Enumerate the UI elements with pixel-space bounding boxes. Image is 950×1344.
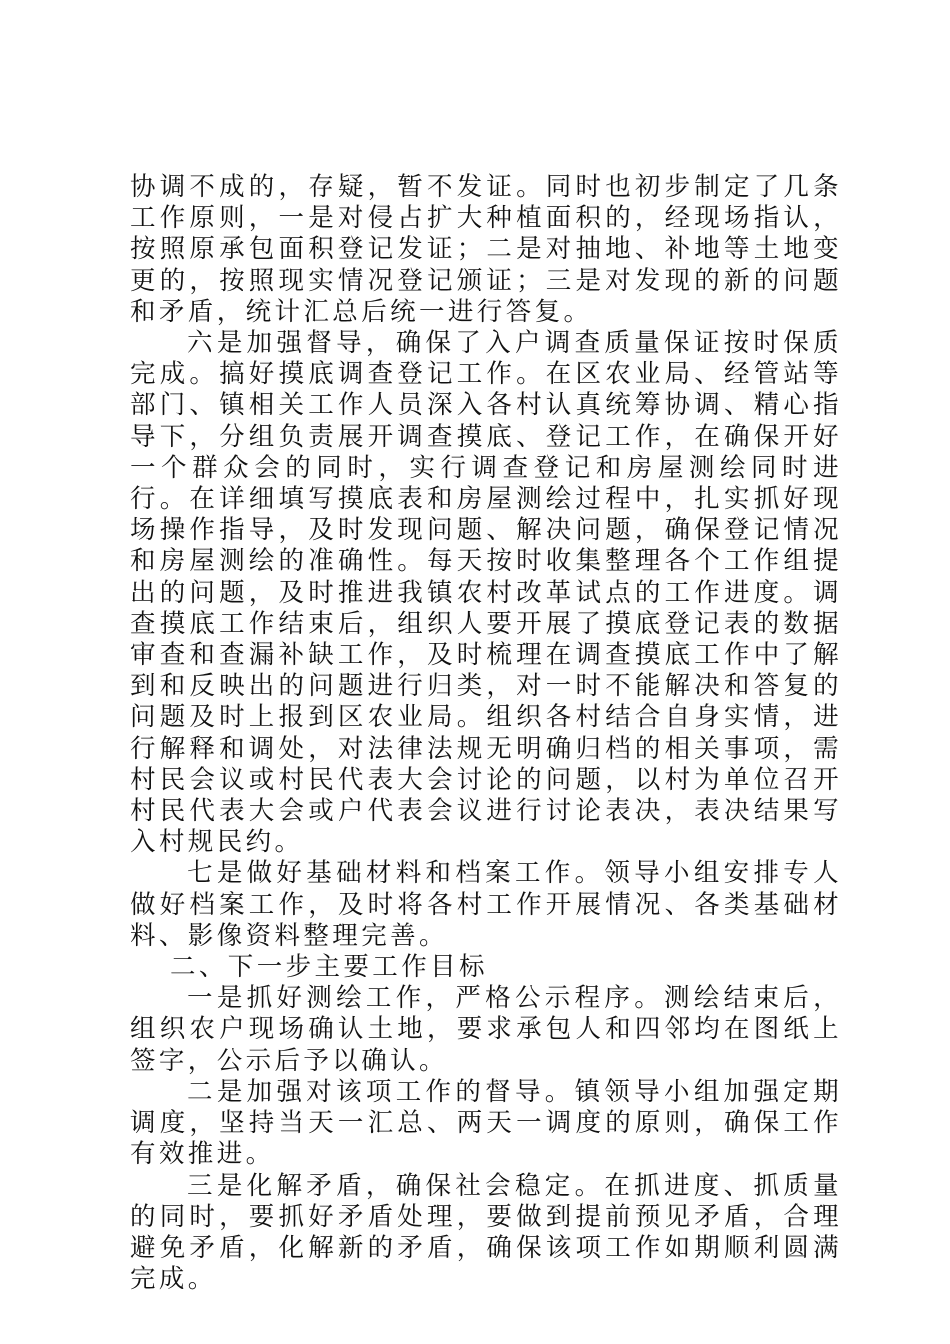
paragraph-surveying: 一是抓好测绘工作，严格公示程序。测绘结束后，组织农户现场确认土地，要求承包人和四邻均在图纸上签字，公示后予以确认。	[130, 983, 842, 1076]
section-heading-next-steps: 二、下一步主要工作目标	[170, 952, 488, 983]
paragraph-oversight: 二是加强对该项工作的督导。镇领导小组加强定期调度，坚持当天一汇总、两天一调度的原则，确保工作有效推进。	[130, 1076, 842, 1170]
paragraph-supervision: 六是加强督导，确保了入户调查质量保证按时保质完成。搞好摸底调查登记工作。在区农业局、经管站等部门、镇相关工作人员深入各村认真统筹协调、精心指导下，分组负责展开调查摸底、登记工作，在确保开好一个群众会的同时，实行调查登记和房屋测绘同时进行。在详细填写摸底表和房屋测绘过程中，扎实抓好现场操作指导，及时发现问题、解决问题，确保登记情况和房屋测绘的准确性。每天按时收集整理各个工作组提出的问题，及时推进我镇农村改革试点的工作进度。调查摸底工作结束后，组织人要开展了摸底登记表的数据审查和查漏补缺工作，及时梳理在调查摸底工作中了解到和反映出的问题进行归类，对一时不能解决和答复的问题及时上报到区农业局。组织各村结合自身实情，进行解释和调处，对法律法规无明确归档的相关事项，需村民会议或村民代表大会讨论的问题，以村为单位召开村民代表大会或户代表会议进行讨论表决，表决结果写入村规民约。	[130, 328, 842, 858]
paragraph-resolve-conflicts: 三是化解矛盾，确保社会稳定。在抓进度、抓质量的同时，要抓好矛盾处理，要做到提前预见矛盾，合理避免矛盾，化解新的矛盾，确保该项工作如期顺利圆满完成。	[130, 1170, 842, 1295]
paragraph-archives: 七是做好基础材料和档案工作。领导小组安排专人做好档案工作，及时将各村工作开展情况、各类基础材料、影像资料整理完善。	[130, 858, 842, 951]
paragraph-principles: 协调不成的，存疑，暂不发证。同时也初步制定了几条工作原则，一是对侵占扩大种植面积的，经现场指认，按照原承包面积登记发证；二是对抽地、补地等土地变更的，按照现实情况登记颁证；三是对发现的新的问题和矛盾，统计汇总后统一进行答复。	[130, 172, 842, 327]
document-page	[130, 172, 842, 1295]
